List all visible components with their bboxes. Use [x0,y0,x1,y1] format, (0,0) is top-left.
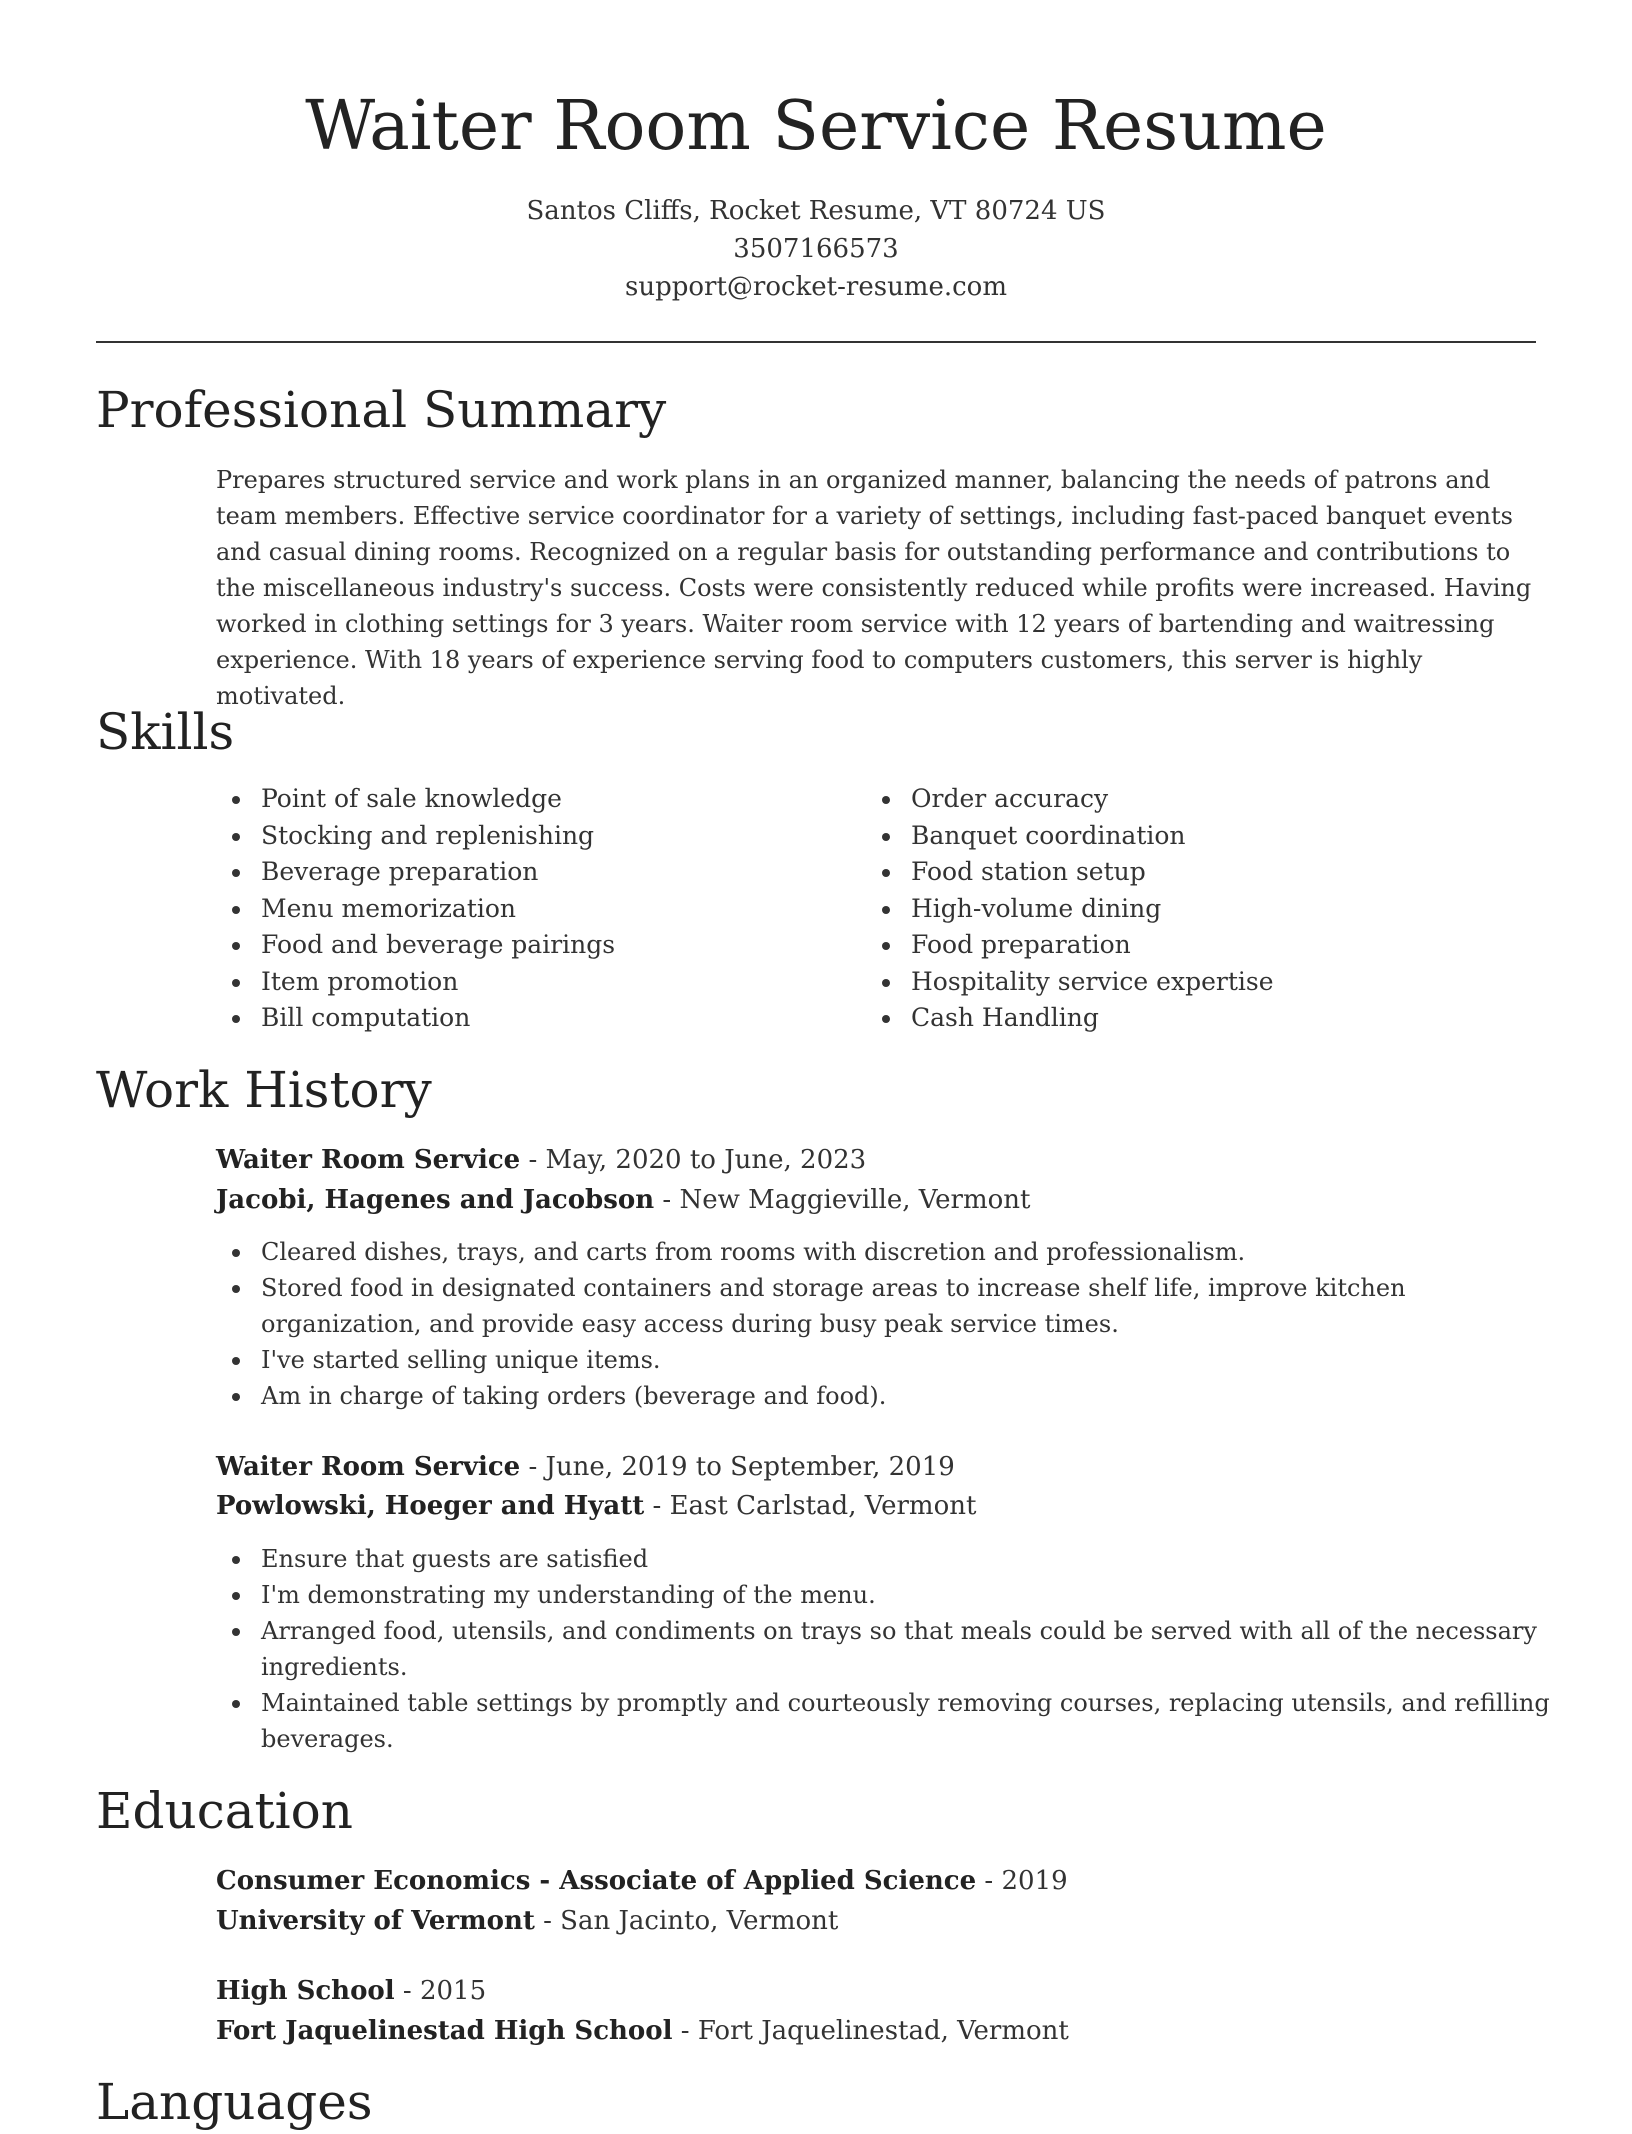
skill-item: Food and beverage pairings [216,927,816,964]
job-dates: - May, 2020 to June, 2023 [520,1145,867,1175]
summary-heading: Professional Summary [96,381,667,439]
skill-item: Food station setup [866,854,1526,891]
work-history-heading: Work History [96,1061,432,1119]
summary-text: Prepares structured service and work plans in an organized manner, balancing the needs of patrons and team members. Effective service coordinator for a variety of settings, including fast-paced banquet events and casual dining rooms. Recognized on a regular basis for outstanding performance and contributions to the miscellaneous industry's success. Costs were consistently reduced while profits were increased. Having worked in clothing settings for 3 years. Waiter room service with 12 years of bartending and waitressing experience. With 18 years of experience serving food to computers customers, this server is highly motivated. [216,466,1532,710]
skills-list-left [216,781,816,1037]
edu-year: - 2019 [976,1866,1068,1896]
contact-address: Santos Cliffs, Rocket Resume, VT 80724 US [526,196,1106,226]
edu-location: - Fort Jaquelinestad, Vermont [672,2016,1069,2046]
skill-item: Food preparation [866,927,1526,964]
contact-block [0,192,1632,306]
job-bullet: Am in charge of taking orders (beverage and food). [216,1378,1556,1414]
edu-school: Fort Jaquelinestad High School [216,2016,673,2046]
edu-school: University of Vermont [216,1906,535,1936]
edu-year: - 2015 [394,1976,487,2006]
edu-degree-line [216,1862,1068,1900]
edu-degree-line [216,1972,486,2010]
skill-item: High-volume dining [866,891,1526,928]
edu-degree: Consumer Economics - Associate of Applied Science [216,1866,977,1896]
job-dates: - June, 2019 to September, 2019 [520,1452,955,1482]
job-title: Waiter Room Service [216,1145,521,1175]
job-location: - East Carlstad, Vermont [644,1491,977,1521]
header-divider [96,341,1536,343]
skill-item: Point of sale knowledge [216,781,816,818]
job-location: - New Maggieville, Vermont [654,1185,1031,1215]
skill-item: Beverage preparation [216,854,816,891]
job-company-line [216,1487,976,1525]
edu-location: - San Jacinto, Vermont [534,1906,839,1936]
skill-item: Bill computation [216,1000,816,1037]
resume-title: Waiter Room Service Resume [305,87,1327,166]
languages-heading: Languages [96,2073,373,2131]
job-bullets [216,1234,1556,1414]
skill-item: Banquet coordination [866,818,1526,855]
skill-item: Item promotion [216,964,816,1001]
skills-heading: Skills [96,703,235,761]
job-bullets [216,1541,1556,1757]
job-bullet: I'm demonstrating my understanding of the menu. [216,1577,1556,1613]
job-bullet: Maintained table settings by promptly and courteously removing courses, replacing utensils, and refilling beverages. [216,1685,1556,1757]
job-company: Jacobi, Hagenes and Jacobson [216,1185,655,1215]
skill-item: Menu memorization [216,891,816,928]
skill-item: Hospitality service expertise [866,964,1526,1001]
job-bullet: Arranged food, utensils, and condiments on trays so that meals could be served with all of the necessary ingredients. [216,1613,1556,1685]
skill-item: Cash Handling [866,1000,1526,1037]
edu-degree: High School [216,1976,395,2006]
job-company-line [216,1181,1030,1219]
edu-school-line [216,2012,1069,2050]
job-title-line [216,1448,955,1486]
job-title-line [216,1141,866,1179]
education-heading: Education [96,1782,353,1840]
skills-list-right [866,781,1526,1037]
edu-school-line [216,1902,838,1940]
job-bullet: Stored food in designated containers and storage areas to increase shelf life, improve kitchen organization, and provide easy access during busy peak service times. [216,1270,1556,1342]
contact-phone: 3507166573 [733,234,899,264]
skill-item: Stocking and replenishing [216,818,816,855]
skill-item: Order accuracy [866,781,1526,818]
contact-email: support@rocket-resume.com [624,272,1007,302]
job-bullet: Cleared dishes, trays, and carts from rooms with discretion and professionalism. [216,1234,1556,1270]
job-title: Waiter Room Service [216,1452,521,1482]
job-company: Powlowski, Hoeger and Hyatt [216,1491,645,1521]
job-bullet: Ensure that guests are satisfied [216,1541,1556,1577]
job-bullet: I've started selling unique items. [216,1342,1556,1378]
